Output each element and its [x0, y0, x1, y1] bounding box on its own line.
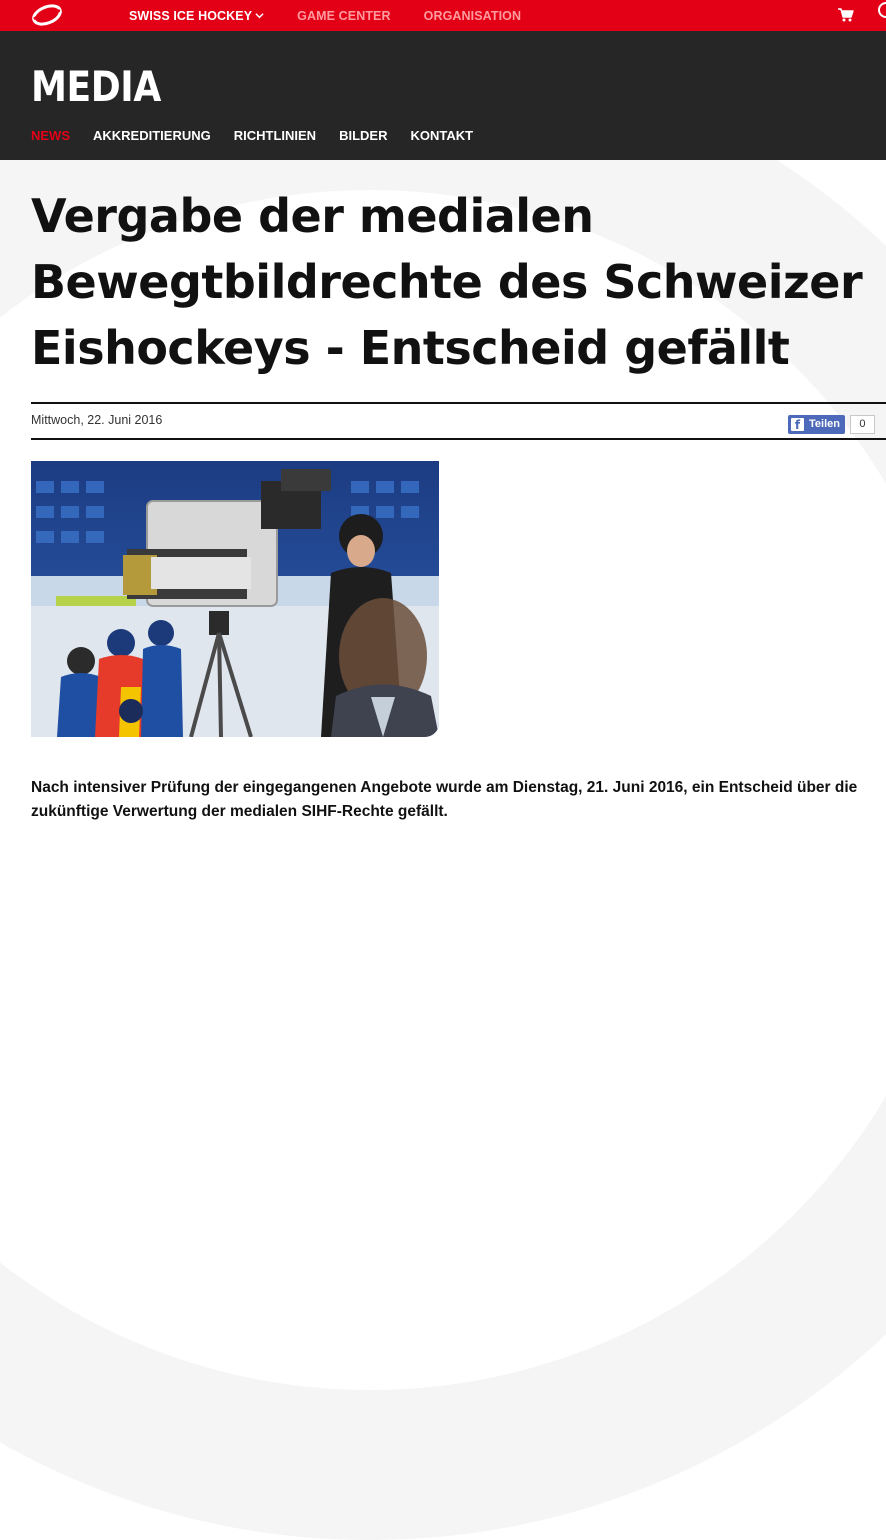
article-headline [31, 183, 886, 381]
section-nav-news[interactable]: NEWS [31, 128, 70, 143]
facebook-share-button[interactable] [788, 415, 845, 434]
top-nav-item-swiss-ice-hockey[interactable] [129, 9, 264, 23]
top-nav-label: SWISS ICE HOCKEY [129, 8, 253, 23]
bottom-divider [31, 438, 886, 440]
facebook-icon: f [791, 418, 804, 431]
sihf-logo-icon[interactable] [30, 4, 64, 26]
corner-circle-icon[interactable] [878, 2, 886, 18]
lead-line: Nach intensiver Prüfung der eingegangenen Angebote wurde am Dienstag, 21. Juni 2016, ein Entscheid über die [31, 779, 858, 796]
section-header [0, 31, 886, 160]
article-date: Mittwoch, 22. Juni 2016 [31, 413, 163, 427]
section-nav-akkreditierung[interactable]: AKKREDITIERUNG [93, 128, 211, 143]
article-photo [31, 461, 439, 737]
lead-line: zukünftige Verwertung der medialen SIHF-Rechte gefällt. [31, 803, 448, 820]
section-title: MEDIA [31, 62, 161, 111]
top-divider [31, 402, 886, 404]
top-bar [0, 0, 886, 31]
article-lead [31, 776, 886, 824]
top-nav [129, 0, 554, 31]
headline-line: Eishockeys - Entscheid gefällt [31, 321, 790, 375]
headline-line: Bewegtbildrechte des Schweizer [31, 255, 863, 309]
share-label: Teilen [809, 418, 840, 430]
section-nav [31, 128, 496, 143]
article-photo-illustration [31, 461, 439, 737]
headline-line: Vergabe der medialen [31, 189, 594, 243]
section-nav-kontakt[interactable]: KONTAKT [410, 128, 474, 143]
facebook-share [788, 414, 875, 434]
cart-icon[interactable] [838, 8, 854, 22]
share-count: 0 [850, 415, 875, 434]
top-nav-item-game-center[interactable]: GAME CENTER [297, 8, 391, 23]
chevron-down-icon [255, 11, 264, 20]
top-nav-item-organisation[interactable]: ORGANISATION [423, 8, 522, 23]
section-nav-bilder[interactable]: BILDER [339, 128, 388, 143]
section-nav-richtlinien[interactable]: RICHTLINIEN [233, 128, 317, 143]
